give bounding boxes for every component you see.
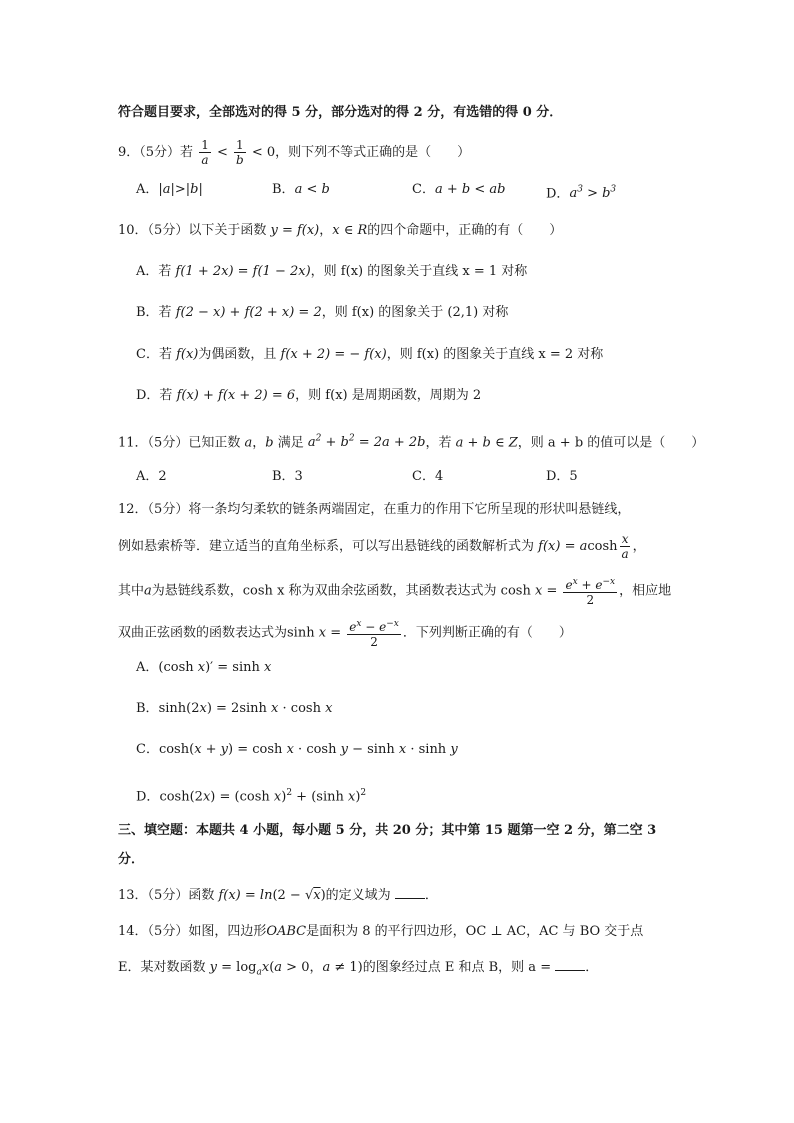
q12-option-c: C．cosh(x + y) = cosh x · cosh y − sinh x · sinh y	[136, 742, 458, 757]
question-12-line-4: 双曲正弦函数的函数表达式为sinh x = $\frac{e^x - e^{-x}}{2}$ ．下列判断正确的有（ ）	[118, 619, 572, 649]
q12-option-d: D．cosh(2x) = (cosh x)$^2$ + (sinh x)$^2$	[136, 788, 367, 805]
q10-option-c: C．若 f(x)为偶函数，且 f(x + 2) = − f(x)，则 f(x) 的图象关于直线 x = 2 对称	[136, 347, 604, 362]
question-9-head: 9．（5分）若	[118, 145, 194, 160]
q12-option-b: B．sinh(2x) = 2sinh x · cosh x	[136, 701, 333, 716]
answer-blank-13[interactable]	[395, 886, 425, 899]
question-12-line-1: 12．（5分）将一条均匀柔软的链条两端固定，在重力的作用下它所呈现的形状叫悬链线，	[118, 502, 631, 517]
question-12-line-3: 其中a为悬链线系数，cosh x 称为双曲余弦函数，其函数表达式为 cosh x = $\frac{e^x + e^{-x}}{2}$ ，相应地	[118, 577, 672, 607]
question-9-tail: ，则下列不等式正确的是（ ）	[275, 145, 471, 160]
question-13: 13．（5分）函数 f(x) = ln(2 − √x)的定义域为 ．	[118, 888, 438, 903]
section-instructions: 符合题目要求，全部选对的得 5 分，部分选对的得 2 分，有选错的得 0 分．	[118, 105, 563, 120]
answer-blank-14[interactable]	[555, 958, 585, 971]
q12-option-a: A．(cosh x)′ = sinh x	[136, 660, 272, 675]
question-9: 9．（5分）若 $\frac{1}{a}$ < $\frac{1}{b}$ < 0，则下列不等式正确的是（ ）	[118, 138, 471, 167]
q11-option-d: D．5	[546, 469, 578, 484]
section-3-heading-line-1: 三、填空题：本题共 4 小题，每小题 5 分，共 20 分；其中第 15 题第一空 2 分，第二空 3	[118, 823, 657, 838]
q9-option-b: B．a < b	[272, 182, 330, 197]
q10-option-b: B．若 f(2 − x) + f(2 + x) = 2，则 f(x) 的图象关于 (2,1) 对称	[136, 305, 509, 320]
q9-option-a: A．|a|>|b|	[136, 182, 203, 197]
fraction-1-over-a: $\frac{1}{a}$	[201, 138, 209, 167]
q10-option-a: A．若 f(1 + 2x) = f(1 − 2x)，则 f(x) 的图象关于直线 x = 1 对称	[136, 264, 528, 279]
question-14-line-2: E．某对数函数 $y = \log_ax(a > 0$，a ≠ 1)的图象经过点 E 和点 B，则 a = ．	[118, 960, 599, 978]
q11-option-a: A．2	[136, 469, 167, 484]
q9-option-c: C．a + b < ab	[412, 182, 506, 197]
question-11: 11．（5分）已知正数 a，b 满足 $a^2 + b^2 = 2a + 2b$，若 a + b ∈ Z，则 a + b 的值可以是（ ）	[118, 434, 705, 451]
q9-option-d: D．$a^3 > b^3$	[546, 185, 617, 202]
question-14-line-1: 14．（5分）如图，四边形OABC是面积为 8 的平行四边形，OC ⊥ AC，AC 与 BO 交于点	[118, 924, 644, 939]
question-10: 10．（5分）以下关于函数 y = f(x)，x ∈ R的四个命题中，正确的有（ ）	[118, 223, 563, 238]
section-3-heading-line-2: 分．	[118, 852, 145, 867]
question-12-line-2: 例如悬索桥等．建立适当的直角坐标系，可以写出悬链线的函数解析式为 f(x) = acosh $\frac{x}{a}$ ，	[118, 532, 646, 561]
q10-option-d: D．若 f(x) + f(x + 2) = 6，则 f(x) 是周期函数，周期为 2	[136, 388, 482, 403]
fraction-1-over-b: $\frac{1}{b}$	[236, 138, 244, 167]
q11-option-c: C．4	[412, 469, 444, 484]
q11-option-b: B．3	[272, 469, 303, 484]
